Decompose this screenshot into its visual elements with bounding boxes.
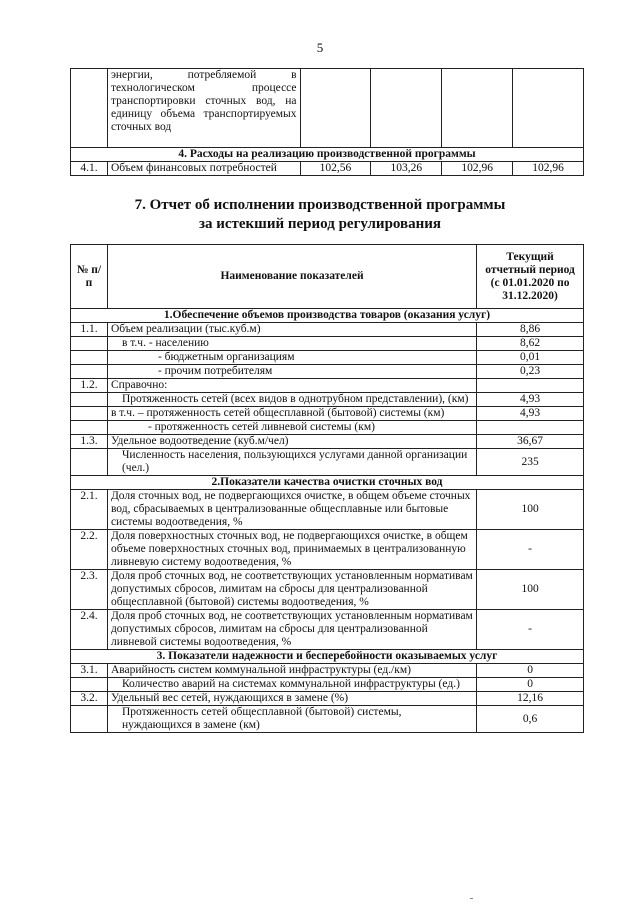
table-row	[71, 393, 584, 407]
row-value: 0,23	[477, 365, 584, 379]
row-label: - протяженность сетей ливневой системы (км)	[107, 421, 476, 435]
row-value: 0	[477, 664, 584, 678]
cell-value	[371, 69, 442, 148]
row-value	[477, 379, 584, 393]
row-value: 8,62	[477, 337, 584, 351]
row-label: Удельный вес сетей, нуждающихся в замене (%)	[107, 692, 476, 706]
row-number: 2.2.	[71, 530, 108, 570]
row-number	[71, 393, 108, 407]
section-3-title: 3. Показатели надежности и бесперебойности оказываемых услуг	[71, 650, 584, 664]
section-row	[71, 148, 584, 162]
row-value: -	[477, 530, 584, 570]
row-number	[71, 337, 108, 351]
row-label: Справочно:	[107, 379, 476, 393]
cell-value	[513, 69, 584, 148]
row-number: 1.3.	[71, 435, 108, 449]
row-value: 12,16	[477, 692, 584, 706]
row-label: Доля поверхностных сточных вод, не подвергающихся очистке, в общем объеме поверхностных сточных вод, принимаемых в централизованную ливневую систему водоотведения, %	[107, 530, 476, 570]
row-value: 4,93	[477, 407, 584, 421]
table-row	[71, 69, 584, 148]
table-row	[71, 570, 584, 610]
section-2-title: 2.Показатели качества очистки сточных вод	[71, 476, 584, 490]
row-number: 2.3.	[71, 570, 108, 610]
table-row	[71, 678, 584, 692]
table-row	[71, 407, 584, 421]
row-label: Количество аварий на системах коммунальной инфраструктуры (ед.)	[107, 678, 476, 692]
section-row	[71, 309, 584, 323]
report-table	[70, 244, 584, 733]
row-number	[71, 449, 108, 476]
report-title-line-2: за истекший период регулирования	[198, 216, 442, 232]
section-4-title: 4. Расходы на реализацию производственной программы	[71, 148, 584, 162]
table-row	[71, 530, 584, 570]
row-label: Объем реализации (тыс.куб.м)	[107, 323, 476, 337]
row-value: 36,67	[477, 435, 584, 449]
row-number	[71, 407, 108, 421]
row-number	[71, 678, 108, 692]
row-value: 102,96	[442, 162, 513, 176]
header-num: № п/п	[71, 245, 108, 309]
row-label: Протяженность сетей общесплавной (бытовой) системы, нуждающихся в замене (км)	[107, 706, 476, 733]
row-label: - прочим потребителям	[107, 365, 476, 379]
cell-value	[300, 69, 371, 148]
table-row	[71, 365, 584, 379]
row-value: 4,93	[477, 393, 584, 407]
row-label: - бюджетным организациям	[107, 351, 476, 365]
program-table-continuation	[70, 68, 584, 176]
row-number: 3.2.	[71, 692, 108, 706]
row-label: Удельное водоотведение (куб.м/чел)	[107, 435, 476, 449]
row-number: 2.1.	[71, 490, 108, 530]
row-number: 3.1.	[71, 664, 108, 678]
row-label: Доля проб сточных вод, не соответствующих установленным нормативам допустимых сбросов, лимитам на сбросы для централизованной общесплавной (бытовой) системы водоотведения, %	[107, 570, 476, 610]
table-row	[71, 323, 584, 337]
row-number	[71, 351, 108, 365]
row-number	[71, 706, 108, 733]
row-value: 0	[477, 678, 584, 692]
table-row	[71, 379, 584, 393]
row-value: 102,56	[300, 162, 371, 176]
row-value: 100	[477, 570, 584, 610]
section-row	[71, 476, 584, 490]
row-label: Доля проб сточных вод, не соответствующих установленным нормативам допустимых сбросов, лимитам на сбросы для централизованной ливневой системы водоотведения, %	[107, 610, 476, 650]
row-value: 103,26	[371, 162, 442, 176]
row-label: Протяженность сетей (всех видов в однотрубном представлении), (км)	[107, 393, 476, 407]
row-value: 100	[477, 490, 584, 530]
row-label: Численность населения, пользующихся услугами данной организации (чел.)	[107, 449, 476, 476]
page-number: 5	[316, 40, 324, 55]
table-row	[71, 706, 584, 733]
table-row	[71, 351, 584, 365]
table-row	[71, 610, 584, 650]
report-title	[0, 196, 640, 234]
row-value	[477, 421, 584, 435]
row-number: 2.4.	[71, 610, 108, 650]
row-number	[71, 365, 108, 379]
row-value: 0,01	[477, 351, 584, 365]
header-row	[71, 245, 584, 309]
row-value: 8,86	[477, 323, 584, 337]
cell-description: энергии, потребляемой в технологическом процессе транспортировки сточных вод, на единицу объема транспортируемых сточных вод	[107, 69, 300, 148]
row-number	[71, 421, 108, 435]
cell-value	[442, 69, 513, 148]
table-row	[71, 162, 584, 176]
row-label: Объем финансовых потребностей	[107, 162, 300, 176]
header-period: Текущий отчетный период (с 01.01.2020 по 31.12.2020)	[477, 245, 584, 309]
row-number: 1.2.	[71, 379, 108, 393]
table-row	[71, 490, 584, 530]
header-name: Наименование показателей	[107, 245, 476, 309]
scan-speck	[470, 898, 473, 899]
row-value: -	[477, 610, 584, 650]
row-number: 1.1.	[71, 323, 108, 337]
row-label: Аварийность систем коммунальной инфраструктуры (ед./км)	[107, 664, 476, 678]
row-value: 102,96	[513, 162, 584, 176]
section-row	[71, 650, 584, 664]
table-row	[71, 435, 584, 449]
section-1-title: 1.Обеспечение объемов производства товаров (оказания услуг)	[71, 309, 584, 323]
table-row	[71, 664, 584, 678]
row-label: в т.ч. - населению	[107, 337, 476, 351]
report-title-line-1: 7. Отчет об исполнении производственной программы	[134, 197, 506, 213]
row-value: 0,6	[477, 706, 584, 733]
table-row	[71, 421, 584, 435]
row-label: Доля сточных вод, не подвергающихся очистке, в общем объеме сточных вод, сбрасываемых в централизованные общесплавные или бытовые системы водоотведения, %	[107, 490, 476, 530]
table-row	[71, 337, 584, 351]
row-label: в т.ч. – протяженность сетей общесплавной (бытовой) системы (км)	[107, 407, 476, 421]
cell-num	[71, 69, 108, 148]
row-value: 235	[477, 449, 584, 476]
table-row	[71, 449, 584, 476]
table-row	[71, 692, 584, 706]
row-number: 4.1.	[71, 162, 108, 176]
